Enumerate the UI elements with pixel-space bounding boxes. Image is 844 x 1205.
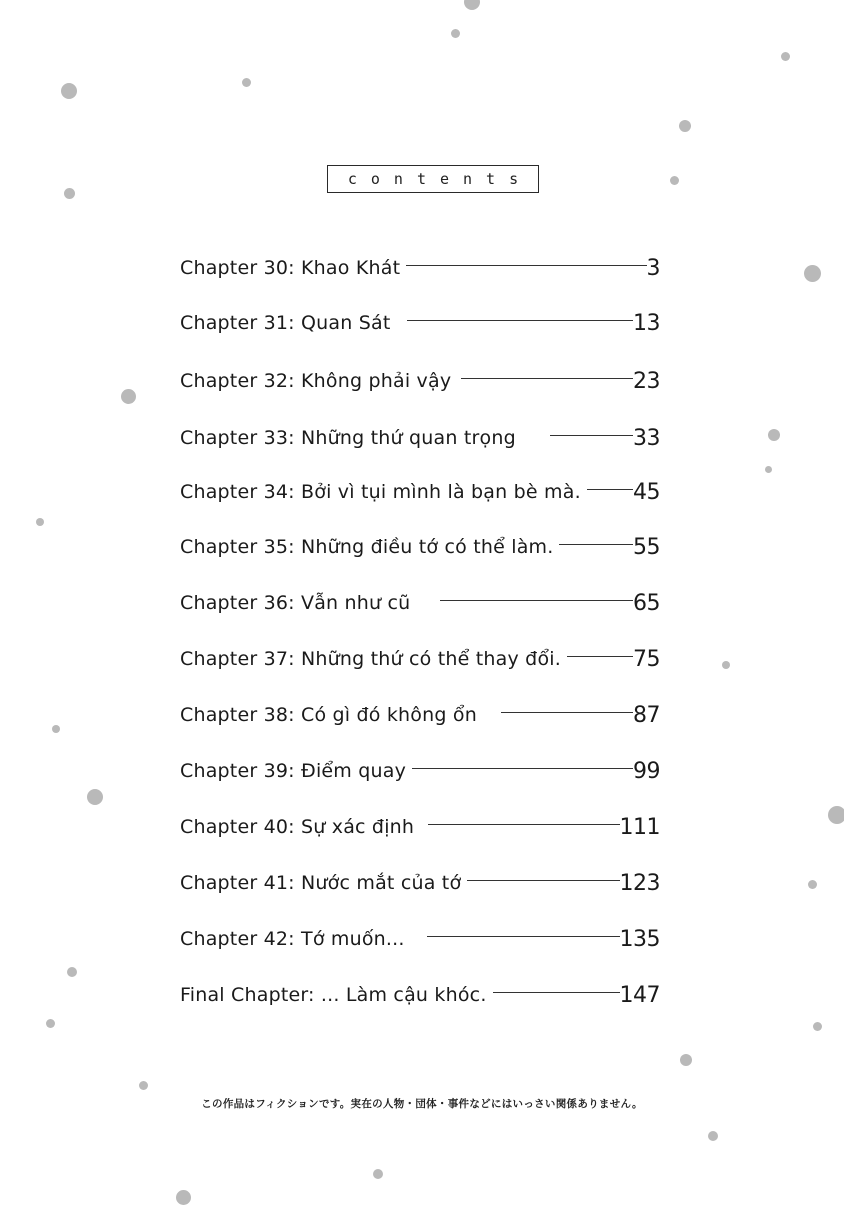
- toc-entry-page: 3: [646, 255, 660, 281]
- toc-entry-label: Chapter 31: Quan Sát: [180, 312, 391, 334]
- contents-title: contents: [327, 165, 539, 193]
- toc-entry-page: 13: [633, 310, 660, 336]
- toc-leader-line: [407, 320, 634, 321]
- toc-entry-page: 99: [633, 758, 660, 784]
- toc-entry-page: 23: [633, 368, 660, 394]
- toc-entry-label: Chapter 36: Vẫn như cũ: [180, 592, 411, 614]
- toc-leader-line: [412, 768, 633, 769]
- dot: [139, 1081, 148, 1090]
- toc-leader-line: [440, 600, 633, 601]
- toc-leader-line: [550, 435, 633, 436]
- toc-entry-label: Chapter 39: Điểm quay: [180, 760, 407, 782]
- toc-entry-page: 135: [619, 926, 660, 952]
- dot: [242, 78, 251, 87]
- toc-entry[interactable]: [180, 810, 660, 844]
- dot: [670, 176, 679, 185]
- toc-entry[interactable]: [180, 754, 660, 788]
- dot: [36, 518, 44, 526]
- toc-entry-page: 65: [633, 590, 660, 616]
- dot: [464, 0, 480, 10]
- toc-entry[interactable]: [180, 698, 660, 732]
- dot: [373, 1169, 383, 1179]
- toc-entry[interactable]: [180, 421, 660, 455]
- toc-entry-page: 111: [619, 814, 660, 840]
- toc-leader-line: [406, 265, 646, 266]
- toc-entry-label: Chapter 38: Có gì đó không ổn: [180, 704, 477, 726]
- toc-leader-line: [493, 992, 620, 993]
- toc-entry[interactable]: [180, 251, 660, 285]
- dot: [722, 661, 730, 669]
- toc-leader-line: [587, 489, 633, 490]
- toc-entry-label: Chapter 35: Những điều tớ có thể làm.: [180, 536, 554, 558]
- dot: [121, 389, 136, 404]
- dot: [52, 725, 60, 733]
- toc-entry-label: Chapter 41: Nước mắt của tớ: [180, 872, 462, 894]
- dot: [768, 429, 780, 441]
- dot: [781, 52, 790, 61]
- dot: [828, 806, 844, 824]
- toc-entry-page: 45: [633, 479, 660, 505]
- dot: [813, 1022, 822, 1031]
- toc-entry-page: 147: [619, 982, 660, 1008]
- dot: [64, 188, 75, 199]
- toc-entry-page: 75: [633, 646, 660, 672]
- toc-entry-label: Chapter 32: Không phải vậy: [180, 370, 452, 392]
- toc-entry[interactable]: [180, 475, 660, 509]
- toc-entry-label: Chapter 40: Sự xác định: [180, 816, 415, 838]
- dot: [67, 967, 77, 977]
- toc-leader-line: [567, 656, 633, 657]
- toc-leader-line: [428, 824, 619, 825]
- toc-entry-page: 33: [633, 425, 660, 451]
- toc-entry-label: Chapter 42: Tớ muốn...: [180, 928, 405, 950]
- dot: [808, 880, 817, 889]
- toc-leader-line: [559, 544, 633, 545]
- disclaimer-text: この作品はフィクションです。実在の人物・団体・事件などにはいっさい関係ありません。: [201, 1098, 643, 1110]
- dot: [765, 466, 772, 473]
- toc-entry-label: Chapter 33: Những thứ quan trọng: [180, 427, 516, 449]
- toc-entry-label: Chapter 30: Khao Khát: [180, 257, 401, 279]
- toc-leader-line: [461, 378, 633, 379]
- toc-entry[interactable]: [180, 530, 660, 564]
- dot: [679, 120, 691, 132]
- dot: [708, 1131, 718, 1141]
- toc-entry-page: 55: [633, 534, 660, 560]
- toc-entry-page: 87: [633, 702, 660, 728]
- toc-entry[interactable]: [180, 306, 660, 340]
- toc-entry[interactable]: [180, 978, 660, 1012]
- toc-entry-page: 123: [619, 870, 660, 896]
- toc-entry-label: Final Chapter: ... Làm cậu khóc.: [180, 984, 487, 1006]
- toc-entry-label: Chapter 34: Bởi vì tụi mình là bạn bè mà.: [180, 481, 581, 503]
- dot: [87, 789, 103, 805]
- dot: [804, 265, 821, 282]
- toc-leader-line: [467, 880, 619, 881]
- dot: [451, 29, 460, 38]
- dot: [46, 1019, 55, 1028]
- dot: [176, 1190, 191, 1205]
- dot: [680, 1054, 692, 1066]
- toc-entry[interactable]: [180, 922, 660, 956]
- toc-entry-label: Chapter 37: Những thứ có thể thay đổi.: [180, 648, 561, 670]
- toc-entry[interactable]: [180, 642, 660, 676]
- toc-entry[interactable]: [180, 364, 660, 398]
- toc-entry[interactable]: [180, 586, 660, 620]
- dot: [61, 83, 77, 99]
- toc-leader-line: [501, 712, 633, 713]
- toc-leader-line: [427, 936, 620, 937]
- toc-entry[interactable]: [180, 866, 660, 900]
